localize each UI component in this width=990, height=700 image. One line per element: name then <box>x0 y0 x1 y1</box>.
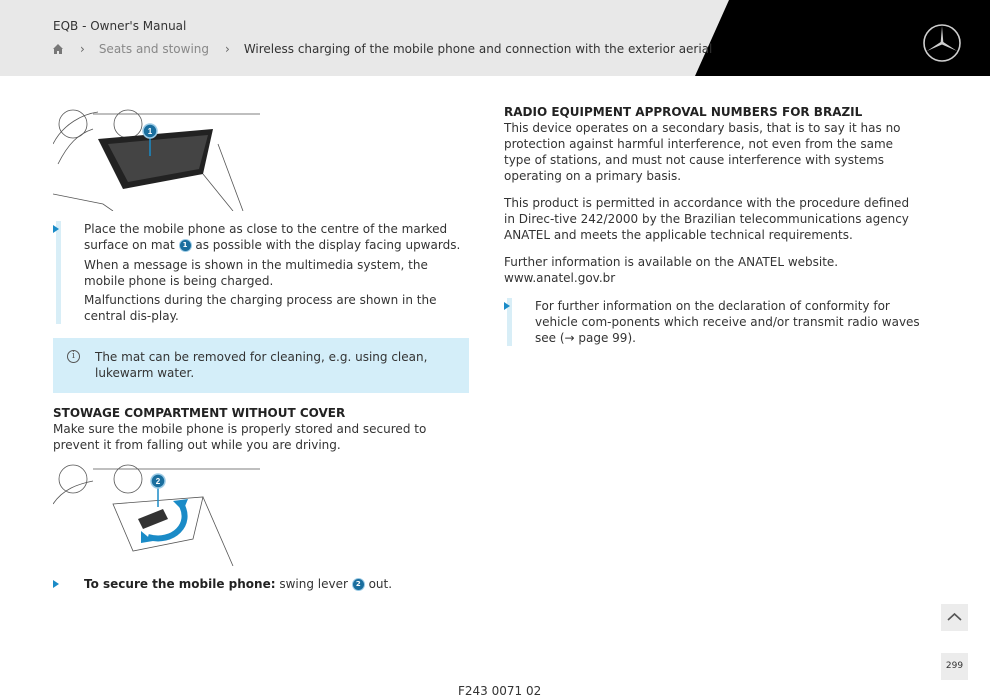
radio-paragraph-1: This device operates on a secondary basis, that is to say it has no protection against harmful interference, not even from the same type of stations, and must not cause interference with systems operating on a primary basis. <box>504 121 901 183</box>
info-note <box>53 338 469 393</box>
chevron-right-icon: › <box>225 42 230 56</box>
step-arrow-icon <box>504 302 510 310</box>
secure-bold: To secure the mobile phone: <box>84 577 276 591</box>
breadcrumb-item-seats[interactable]: Seats and stowing <box>98 42 209 56</box>
mat-badge: 1 <box>179 239 192 252</box>
radio-paragraph-2: This product is permitted in accordance with the procedure defined in Direc-tive 242/2000 by the Brazilian telecommunications agency ANATEL and meets the applicable technical requirements. <box>504 196 910 242</box>
conformity-step <box>504 298 920 346</box>
step-text-b: as possible with the display facing upwards. <box>195 238 461 252</box>
breadcrumb <box>52 42 712 56</box>
info-icon: i <box>67 350 80 363</box>
figure-code: F243 0071 02 <box>458 684 542 698</box>
figure-marker-1-label: 1 <box>147 127 153 136</box>
charging-steps <box>53 221 469 324</box>
secure-text-a: swing lever <box>279 577 348 591</box>
conformity-text[interactable]: For further information on the declaration of conformity for vehicle com-ponents which receive and/or transmit radio waves see (→ page 99). <box>535 299 920 345</box>
chevron-right-icon: › <box>80 42 85 56</box>
step-text-a: Place the mobile phone as close to the centre of the marked surface on mat <box>84 222 448 252</box>
stowage-heading: STOWAGE COMPARTMENT WITHOUT COVER <box>53 406 346 420</box>
breadcrumb-current: Wireless charging of the mobile phone and connection with the exterior aerial <box>243 42 713 56</box>
stowage-text: Make sure the mobile phone is properly stored and secured to prevent it from falling out while you are driving. <box>53 422 427 452</box>
secure-text <box>84 576 469 592</box>
left-column <box>53 104 469 592</box>
right-column <box>504 104 920 346</box>
lever-badge: 2 <box>352 578 365 591</box>
step-place-phone <box>84 221 469 253</box>
note-text: The mat can be removed for cleaning, e.g. using clean, lukewarm water. <box>95 350 428 380</box>
radio-heading: RADIO EQUIPMENT APPROVAL NUMBERS FOR BRAZIL <box>504 105 863 119</box>
secure-text-b: out. <box>368 577 393 591</box>
step-bar <box>56 221 61 324</box>
step-arrow-icon <box>53 580 59 588</box>
figure-marker-2-label: 2 <box>155 477 161 486</box>
charging-message-text: When a message is shown in the multimedia system, the mobile phone is being charged. <box>84 258 428 288</box>
brand-star-logo <box>922 23 962 63</box>
manual-title: EQB - Owner's Manual <box>53 19 187 33</box>
chevron-up-icon <box>941 604 968 631</box>
stowage-lever-figure <box>53 459 260 566</box>
page-number: 299 <box>941 653 968 680</box>
home-icon[interactable] <box>52 43 64 55</box>
header-bar <box>0 0 990 76</box>
step-arrow-icon <box>53 225 59 233</box>
wireless-charging-figure <box>53 104 260 211</box>
radio-paragraph-3: Further information is available on the ANATEL website. www.anatel.gov.br <box>504 255 839 285</box>
scroll-top-button[interactable] <box>941 604 968 631</box>
malfunction-text: Malfunctions during the charging process are shown in the central dis-play. <box>84 293 437 323</box>
secure-step <box>53 576 469 592</box>
